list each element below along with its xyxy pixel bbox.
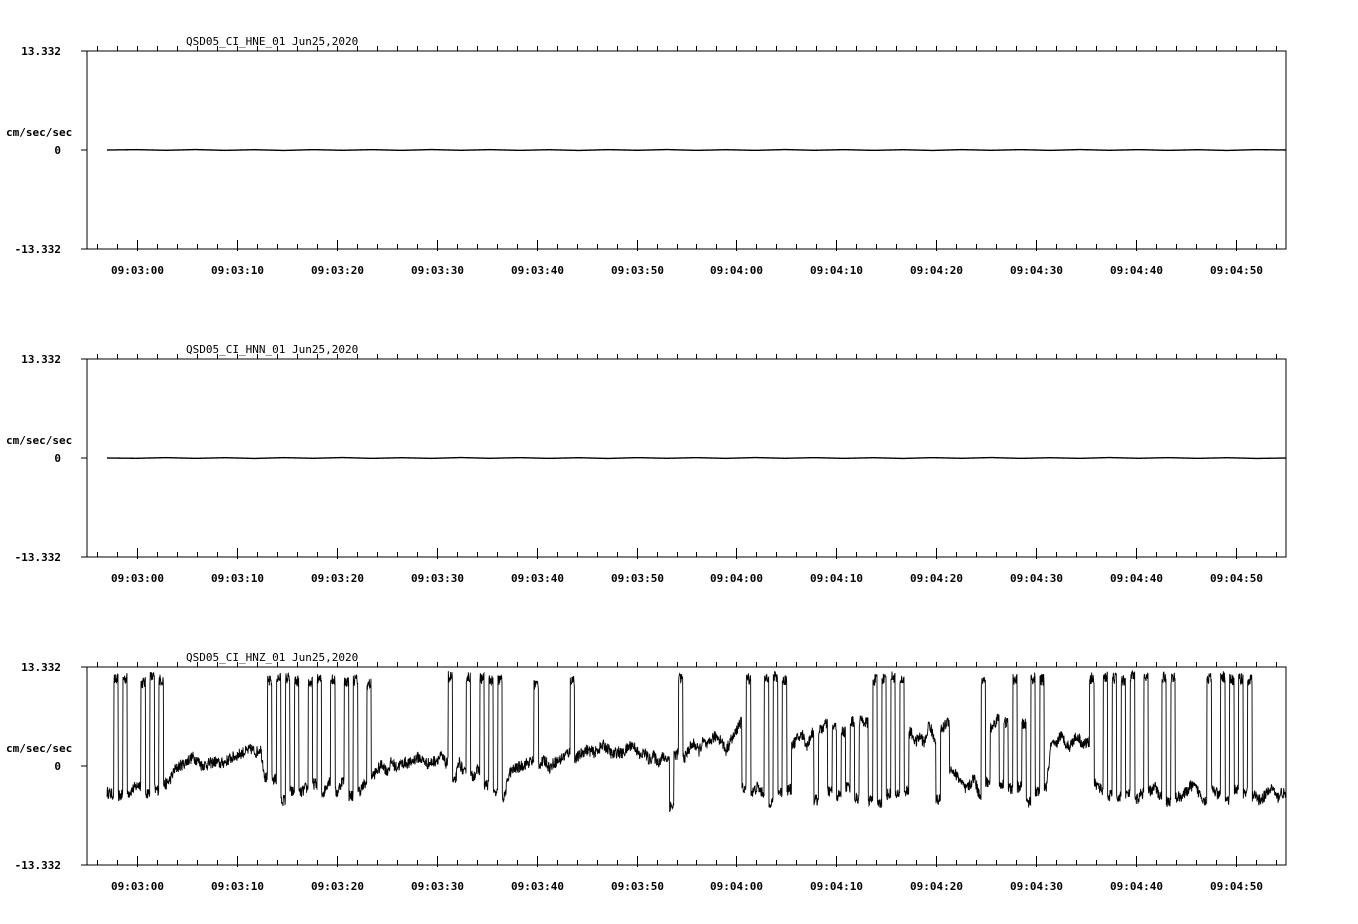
x-tick-label: 09:04:30 bbox=[1010, 880, 1063, 893]
y-tick-label: 13.332 bbox=[21, 353, 61, 366]
x-tick-label: 09:04:20 bbox=[910, 880, 963, 893]
x-tick-label: 09:04:20 bbox=[910, 264, 963, 277]
x-tick-label: 09:04:00 bbox=[710, 880, 763, 893]
x-tick-label: 09:03:40 bbox=[511, 572, 564, 585]
y-axis-label: cm/sec/sec bbox=[6, 742, 73, 755]
x-tick-label: 09:03:10 bbox=[211, 572, 264, 585]
x-tick-label: 09:03:00 bbox=[111, 264, 164, 277]
x-tick-label: 09:03:40 bbox=[511, 880, 564, 893]
y-tick-label: -13.332 bbox=[14, 243, 61, 256]
x-tick-label: 09:04:40 bbox=[1110, 264, 1163, 277]
x-tick-label: 09:04:40 bbox=[1110, 572, 1163, 585]
x-tick-label: 09:03:00 bbox=[111, 572, 164, 585]
y-tick-label: 13.332 bbox=[21, 661, 61, 674]
x-tick-label: 09:04:20 bbox=[910, 572, 963, 585]
chart-title: QSD05_CI_HNZ_01 Jun25,2020 bbox=[186, 651, 359, 664]
panel-2 bbox=[6, 343, 1286, 585]
x-tick-label: 09:03:00 bbox=[111, 880, 164, 893]
chart-title: QSD05_CI_HNN_01 Jun25,2020 bbox=[186, 343, 359, 356]
x-tick-label: 09:04:50 bbox=[1210, 264, 1263, 277]
x-tick-label: 09:03:30 bbox=[411, 264, 464, 277]
x-tick-label: 09:04:30 bbox=[1010, 572, 1063, 585]
x-tick-label: 09:03:20 bbox=[311, 880, 364, 893]
x-tick-label: 09:03:50 bbox=[611, 264, 664, 277]
panel-3 bbox=[6, 651, 1286, 893]
x-tick-label: 09:03:30 bbox=[411, 880, 464, 893]
y-axis-label: cm/sec/sec bbox=[6, 434, 73, 447]
x-tick-label: 09:03:50 bbox=[611, 572, 664, 585]
x-tick-label: 09:03:10 bbox=[211, 880, 264, 893]
x-tick-label: 09:03:30 bbox=[411, 572, 464, 585]
waveform-trace bbox=[107, 150, 1286, 151]
x-tick-label: 09:04:00 bbox=[710, 264, 763, 277]
y-tick-label: 0 bbox=[54, 452, 61, 465]
x-tick-label: 09:04:50 bbox=[1210, 880, 1263, 893]
x-tick-label: 09:03:20 bbox=[311, 572, 364, 585]
x-tick-label: 09:04:10 bbox=[810, 880, 863, 893]
y-axis-label: cm/sec/sec bbox=[6, 126, 73, 139]
panel-1 bbox=[6, 35, 1286, 277]
x-tick-label: 09:04:10 bbox=[810, 572, 863, 585]
x-tick-label: 09:04:50 bbox=[1210, 572, 1263, 585]
x-tick-label: 09:03:50 bbox=[611, 880, 664, 893]
y-tick-label: 0 bbox=[54, 144, 61, 157]
x-tick-label: 09:04:30 bbox=[1010, 264, 1063, 277]
waveform-trace bbox=[107, 458, 1286, 459]
y-tick-label: 13.332 bbox=[21, 45, 61, 58]
y-tick-label: 0 bbox=[54, 760, 61, 773]
x-tick-label: 09:04:10 bbox=[810, 264, 863, 277]
chart-title: QSD05_CI_HNE_01 Jun25,2020 bbox=[186, 35, 359, 48]
x-tick-label: 09:03:40 bbox=[511, 264, 564, 277]
plot-frame bbox=[87, 667, 1286, 865]
x-tick-label: 09:03:10 bbox=[211, 264, 264, 277]
x-tick-label: 09:03:20 bbox=[311, 264, 364, 277]
y-tick-label: -13.332 bbox=[14, 551, 61, 564]
waveform-trace bbox=[107, 671, 1286, 812]
x-tick-label: 09:04:40 bbox=[1110, 880, 1163, 893]
y-tick-label: -13.332 bbox=[14, 859, 61, 872]
x-tick-label: 09:04:00 bbox=[710, 572, 763, 585]
